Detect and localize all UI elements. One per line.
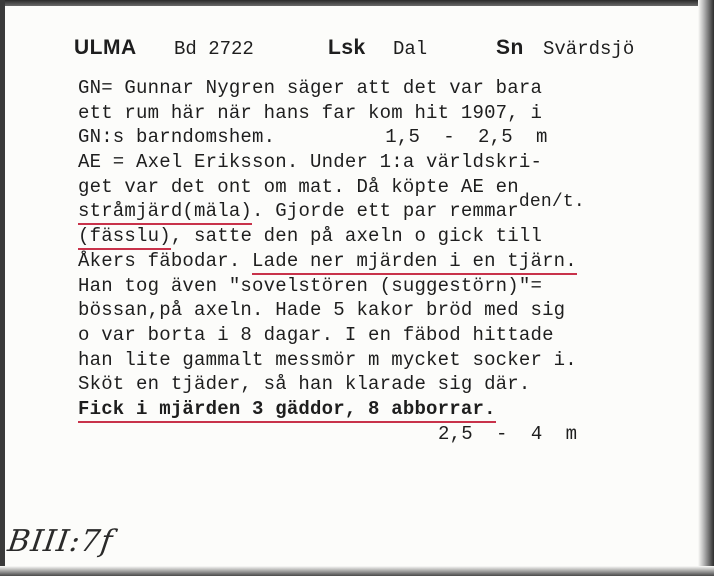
lsk-value: Dal xyxy=(393,38,428,60)
handwritten-signature: BIII:7f xyxy=(5,524,116,559)
handwritten-insertion: den/t. xyxy=(518,192,585,213)
text-segment: GN:s barndomshem. xyxy=(78,126,276,149)
text-line xyxy=(78,422,688,447)
text-line xyxy=(78,224,688,249)
text-line xyxy=(78,192,688,224)
text-line xyxy=(78,125,688,150)
text-segment: , satte den på axeln o gick till xyxy=(170,225,543,248)
bd-value: Bd 2722 xyxy=(174,38,254,60)
text-line: bössan,på axeln. Hade 5 kakor bröd med sig xyxy=(78,299,566,322)
card-edge-bottom xyxy=(0,566,714,576)
sn-value: Svärdsjö xyxy=(543,38,635,60)
text-line: Sköt en tjäder, så han klarade sig där. xyxy=(78,373,531,396)
underlined-sentence: Fick i mjärden 3 gäddor, 8 abborrar. xyxy=(78,398,496,423)
sn-label: Sn xyxy=(496,36,524,59)
text-segment: Åkers fäbodar. xyxy=(78,249,253,272)
text-segment: . Gjorde ett par remmar xyxy=(252,200,519,223)
underlined-term: (fässlu) xyxy=(78,225,171,250)
text-line: Han tog även "sovelstören (suggestörn)"= xyxy=(78,274,543,297)
card-edge-left xyxy=(0,0,5,576)
text-line: ett rum här när hans far kom hit 1907, i xyxy=(78,101,543,124)
measurement: 1,5 - 2,5 m xyxy=(385,126,548,149)
card-edge-right xyxy=(698,0,714,576)
lsk-label: Lsk xyxy=(328,36,366,59)
card-edge-top xyxy=(0,0,714,6)
text-line: o var borta i 8 dagar. I en fäbod hittade xyxy=(78,323,554,346)
text-line xyxy=(78,397,688,422)
ulma-label: ULMA xyxy=(74,36,137,59)
text-line: han lite gammalt messmör m mycket socker i. xyxy=(78,348,577,371)
measurement: 2,5 - 4 m xyxy=(438,422,578,445)
text-line: GN= Gunnar Nygren säger att det var bara xyxy=(78,77,543,99)
card-text xyxy=(78,76,688,446)
underlined-term: stråmjärd(mäla) xyxy=(78,200,252,225)
text-line xyxy=(78,249,688,274)
text-line: get var det ont om mat. Då köpte AE en xyxy=(78,175,519,198)
underlined-sentence: Lade ner mjärden i en tjärn. xyxy=(252,250,577,275)
text-line: AE = Axel Eriksson. Under 1:a världskri- xyxy=(78,151,543,174)
